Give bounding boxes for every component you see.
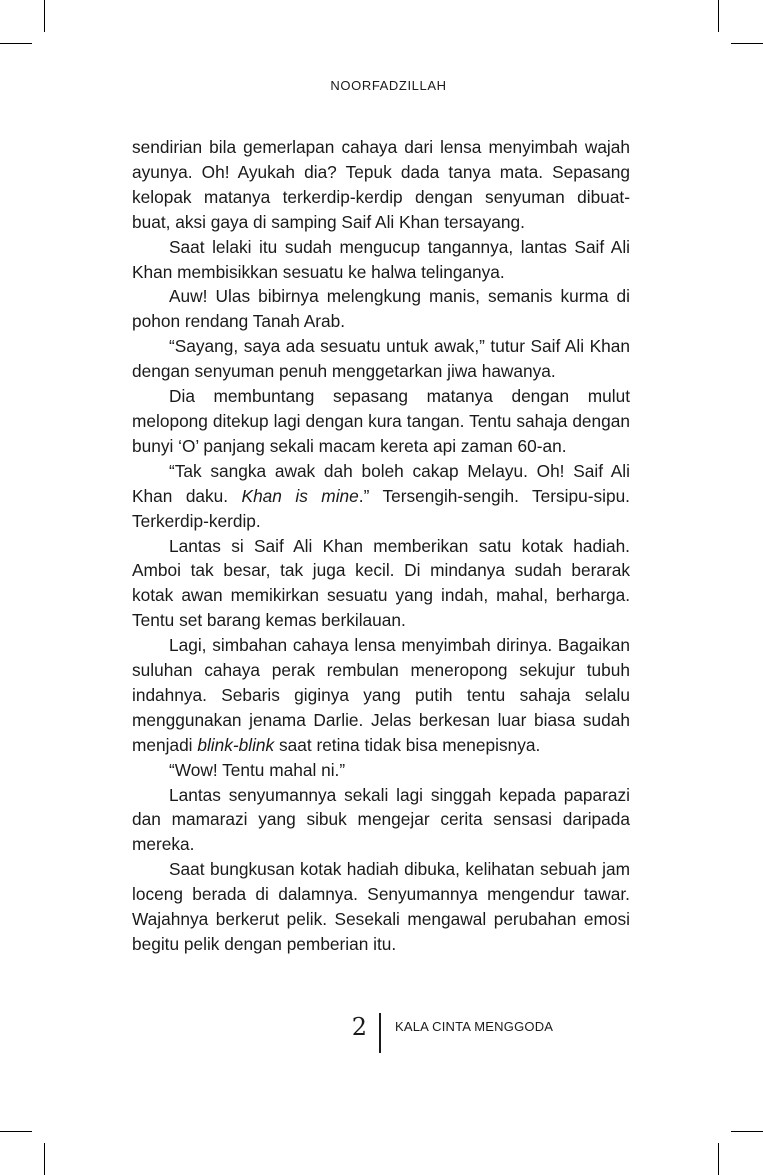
crop-mark-top-left-vertical xyxy=(44,0,45,32)
paragraph: Auw! Ulas bibirnya melengkung manis, semanis kurma di pohon rendang Tanah Arab. xyxy=(132,286,630,332)
crop-mark-bottom-right-horizontal xyxy=(731,1131,763,1132)
paragraph: Saat bungkusan kotak hadiah dibuka, kelihatan sebuah jam loceng berada di dalamnya. Senyumannya mengendur tawar. Wajahnya berkerut pelik. Sesekali mengawal perubahan emosi begitu pelik dengan pemberian itu. xyxy=(132,859,630,954)
paragraph xyxy=(132,633,630,758)
paragraph: Lantas senyumannya sekali lagi singgah kepada paparazi dan mamarazi yang sibuk mengejar cerita sensasi daripada mereka. xyxy=(132,784,630,855)
crop-mark-top-right-horizontal xyxy=(731,43,763,44)
italic-phrase: blink-blink xyxy=(197,734,275,755)
body-text xyxy=(132,135,630,957)
paragraph-text: .” Tersengih-sengih. Tersipu-sipu. Terkerdip-kerdip. xyxy=(132,485,630,531)
paragraph-text: “Tak sangka awak dah boleh cakap Melayu. Oh! Saif Ali Khan daku. xyxy=(132,460,630,506)
crop-mark-bottom-left-horizontal xyxy=(0,1131,32,1132)
paragraph: Saat lelaki itu sudah mengucup tangannya, lantas Saif Ali Khan membisikkan sesuatu ke halwa telinganya. xyxy=(132,236,630,282)
paragraph: Lantas si Saif Ali Khan memberikan satu kotak hadiah. Amboi tak besar, tak juga kecil. Di mindanya sudah berarak kotak awan memikirkan sesuatu yang indah, mahal, berharga. Tentu set barang kemas berkilauan. xyxy=(132,535,630,631)
crop-mark-top-right-vertical xyxy=(718,0,719,32)
running-head: NOORFADZILLAH xyxy=(330,78,447,93)
paragraph: “Wow! Tentu mahal ni.” xyxy=(169,759,346,780)
paragraph: sendirian bila gemerlapan cahaya dari lensa menyimbah wajah ayunya. Oh! Ayukah dia? Tepuk dada tanya mata. Sepasang kelopak matanya terkerdip-kerdip dengan senyuman dibuat-buat, aksi gaya di samping Saif Ali Khan tersayang. xyxy=(132,137,630,232)
page-footer xyxy=(345,1013,553,1053)
italic-phrase: Khan is mine xyxy=(241,485,359,506)
paragraph: “Sayang, saya ada sesuatu untuk awak,” tutur Saif Ali Khan dengan senyuman penuh menggetarkan jiwa hawanya. xyxy=(132,336,630,382)
crop-mark-top-left-horizontal xyxy=(0,43,32,44)
paragraph-text: saat retina tidak bisa menepisnya. xyxy=(274,734,541,755)
book-title: KALA CINTA MENGGODA xyxy=(395,1019,554,1034)
page-number: 2 xyxy=(351,1013,367,1041)
crop-mark-bottom-left-vertical xyxy=(44,1143,45,1175)
footer-divider xyxy=(379,1013,381,1053)
paragraph xyxy=(132,459,630,534)
crop-mark-bottom-right-vertical xyxy=(718,1143,719,1175)
paragraph: Dia membuntang sepasang matanya dengan mulut melopong ditekup lagi dengan kura tangan. Tentu sahaja dengan bunyi ‘O’ panjang sekali macam kereta api zaman 60-an. xyxy=(132,386,630,456)
paragraph-text: Lagi, simbahan cahaya lensa menyimbah dirinya. Bagaikan suluhan cahaya perak rembulan meneropong sekujur tubuh indahnya. Sebaris giginya yang putih tentu sahaja selalu menggunakan jenama Darlie. Jelas berkesan luar biasa sudah menjadi xyxy=(132,635,630,755)
